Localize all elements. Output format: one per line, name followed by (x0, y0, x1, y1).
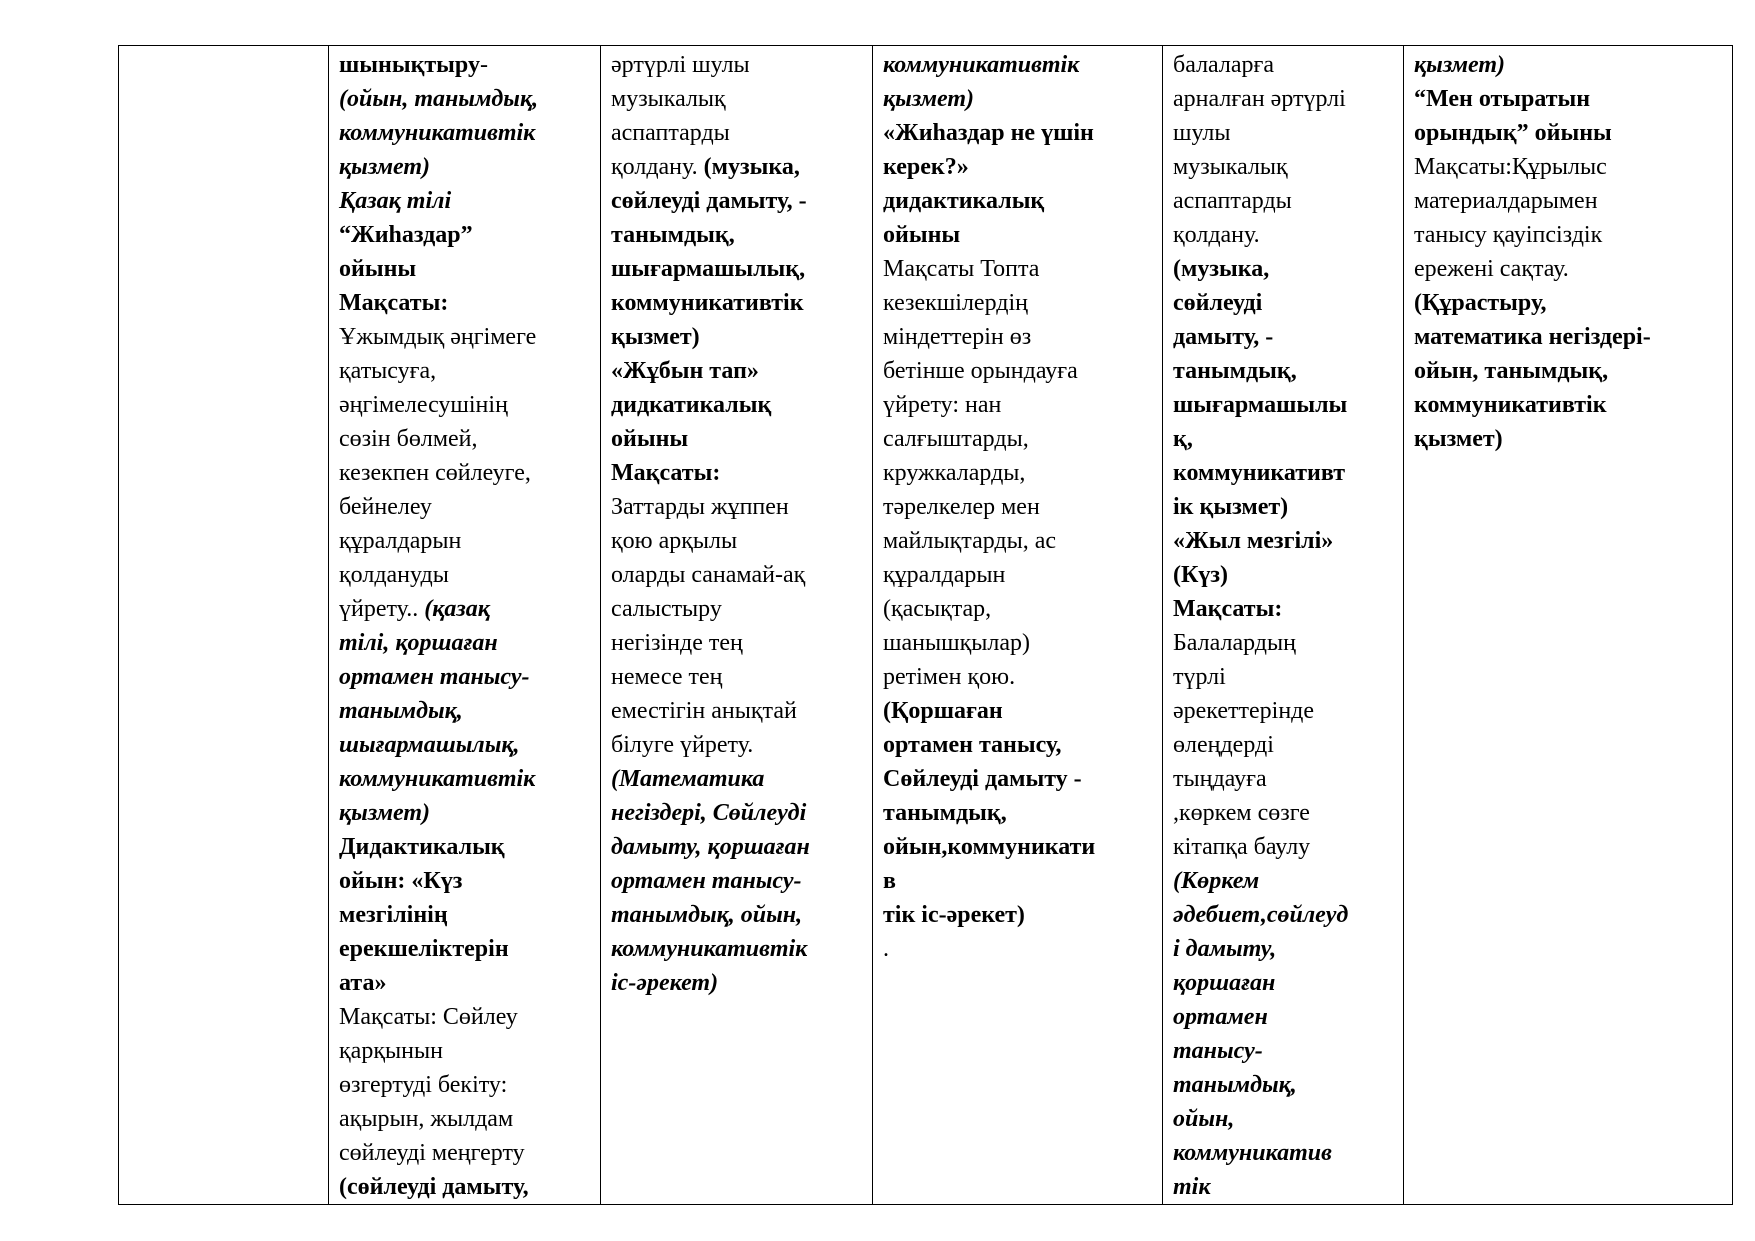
text-run: шанышқылар) (883, 630, 1030, 656)
text-line (611, 966, 864, 1000)
text-run: қолдану. (611, 154, 704, 180)
text-line (1173, 184, 1395, 218)
text-line (611, 422, 864, 456)
text-run: дамыту, - (1173, 324, 1274, 350)
text-line (611, 592, 864, 626)
text-line (1173, 422, 1395, 456)
text-run: музыкалық (611, 86, 726, 112)
text-run: Сөйлеуді дамыту - (883, 766, 1082, 792)
text-run: (Математика (611, 766, 765, 792)
text-line (1173, 660, 1395, 694)
text-run: салғыштарды, (883, 426, 1029, 452)
text-run: ретімен қою. (883, 664, 1016, 690)
text-line (339, 660, 592, 694)
text-run: шығармашылы (1173, 392, 1348, 418)
text-line (1173, 218, 1395, 252)
text-run: кезекшілердің (883, 290, 1028, 316)
text-line (1173, 1068, 1395, 1102)
text-line (339, 320, 592, 354)
text-run: ортамен (1173, 1004, 1268, 1030)
text-line (883, 796, 1154, 830)
text-line (339, 184, 592, 218)
text-line (883, 694, 1154, 728)
text-run: коммуникативт (1173, 460, 1346, 486)
text-run: сөйлеуді (1173, 290, 1263, 316)
text-line (339, 150, 592, 184)
text-run: құралдарын (883, 562, 1006, 588)
text-run: сөйлеуді меңгерту (339, 1140, 525, 1166)
table-cell-col-5 (1163, 46, 1404, 1205)
text-run: арналған әртүрлі (1173, 86, 1346, 112)
plan-table (118, 45, 1733, 1205)
text-run: аспаптарды (611, 120, 730, 146)
text-line (1173, 388, 1395, 422)
text-run: «Жиһаздар не үшін (883, 120, 1094, 146)
text-line (339, 354, 592, 388)
text-run: қатысуға, (339, 358, 437, 384)
text-line (883, 116, 1154, 150)
text-line (883, 558, 1154, 592)
text-run: шынықтыру (339, 52, 480, 78)
text-line (339, 728, 592, 762)
text-line (339, 116, 592, 150)
text-line (1414, 48, 1724, 82)
text-run: танымдық, (1173, 358, 1297, 384)
text-run: коммуникативтік (339, 766, 536, 792)
text-run: коммуникатив (1173, 1140, 1332, 1166)
text-run: ортамен танысу- (339, 664, 530, 690)
text-line (339, 864, 592, 898)
text-run: еместігін анықтай (611, 698, 797, 724)
text-run: әртүрлі шулы (611, 52, 750, 78)
text-line (1414, 252, 1724, 286)
text-run: (музыка, (1173, 256, 1270, 282)
text-run: танысу қауіпсіздік (1414, 222, 1603, 248)
text-line (883, 660, 1154, 694)
text-run: ортамен танысу, (883, 732, 1062, 758)
text-line (883, 524, 1154, 558)
text-line (1173, 864, 1395, 898)
text-line (883, 830, 1154, 864)
text-line (1173, 728, 1395, 762)
text-run: ата» (339, 970, 387, 996)
text-run: қарқынын (339, 1038, 443, 1064)
text-line (611, 864, 864, 898)
text-run: танымдық, ойын, (611, 902, 803, 928)
text-line (1173, 932, 1395, 966)
text-line (611, 830, 864, 864)
text-line (883, 456, 1154, 490)
text-line (339, 558, 592, 592)
text-run: тілі, қоршаған (339, 630, 498, 656)
text-run: ерекшеліктерін (339, 936, 509, 962)
text-run: әрекеттерінде (1173, 698, 1315, 724)
text-run: қызмет) (339, 154, 431, 180)
text-run: тік іс-әрекет) (883, 902, 1025, 928)
text-run: коммуникативтік (611, 290, 804, 316)
text-line (883, 48, 1154, 82)
text-run: қолдануды (339, 562, 449, 588)
text-line (883, 898, 1154, 932)
text-run: міндеттерін өз (883, 324, 1032, 350)
text-line (1414, 116, 1724, 150)
text-run: ойыны (883, 222, 961, 248)
text-run: Мақсаты: (339, 290, 449, 316)
text-run: коммуникативтік (883, 52, 1080, 78)
text-line (611, 626, 864, 660)
text-line (611, 116, 864, 150)
text-line (611, 252, 864, 286)
text-line (339, 898, 592, 932)
text-line (611, 660, 864, 694)
text-run: танымдық, (883, 800, 1007, 826)
text-run: “Жиһаздар” (339, 222, 473, 248)
text-line (883, 864, 1154, 898)
text-run: Заттарды жұппен (611, 494, 789, 520)
text-run: негіздері, Сөйлеуді (611, 800, 807, 826)
text-line (1173, 524, 1395, 558)
text-run: танымдық, (611, 222, 735, 248)
text-line (339, 1068, 592, 1102)
text-run: ойыны (611, 426, 689, 452)
text-line (339, 1136, 592, 1170)
text-line (1173, 694, 1395, 728)
text-line (1173, 796, 1395, 830)
text-run: шығармашылық, (611, 256, 806, 282)
text-line (1173, 762, 1395, 796)
text-line (339, 456, 592, 490)
text-line (339, 1102, 592, 1136)
text-run: «Жұбын тап» (611, 358, 759, 384)
text-line (339, 48, 592, 82)
text-run: тәрелкелер мен (883, 494, 1040, 520)
text-run: дидактикалық (883, 188, 1045, 214)
text-line (339, 252, 592, 286)
text-run: Мақсаты: Сөйлеу (339, 1004, 518, 1030)
text-run: “Мен отыратын (1414, 86, 1591, 112)
text-line (1173, 82, 1395, 116)
text-line (883, 422, 1154, 456)
text-line (883, 218, 1154, 252)
text-run: керек?» (883, 154, 969, 180)
text-run: ақырын, жылдам (339, 1106, 514, 1132)
text-run: (музыка, (703, 154, 800, 180)
text-line (1173, 1170, 1395, 1204)
text-line (611, 694, 864, 728)
text-run: в (883, 868, 896, 894)
text-run: майлықтарды, ас (883, 528, 1057, 554)
text-line (1173, 1136, 1395, 1170)
text-line (611, 48, 864, 82)
text-run: негізінде тең (611, 630, 743, 656)
text-line (339, 592, 592, 626)
text-run: қою арқылы (611, 528, 738, 554)
text-run: Мақсаты Топта (883, 256, 1040, 282)
text-run: ортамен танысу- (611, 868, 802, 894)
text-line (1173, 116, 1395, 150)
text-run: кружкаларды, (883, 460, 1026, 486)
text-line (611, 762, 864, 796)
text-line (339, 524, 592, 558)
text-line (1414, 388, 1724, 422)
text-line (1173, 1102, 1395, 1136)
text-line (883, 490, 1154, 524)
text-run: танысу- (1173, 1038, 1263, 1064)
text-line (339, 1170, 592, 1204)
text-run: (Қоршаған (883, 698, 1003, 724)
text-line (1414, 150, 1724, 184)
text-run: шулы (1173, 120, 1231, 146)
text-run: . (883, 936, 889, 962)
text-run: білуге үйрету. (611, 732, 754, 758)
text-line (1173, 898, 1395, 932)
text-line (611, 728, 864, 762)
text-run: ойын, танымдық, (1414, 358, 1609, 384)
text-line (1173, 150, 1395, 184)
text-run: шығармашылық, (339, 732, 520, 758)
text-line (883, 354, 1154, 388)
text-run: бетінше орындауға (883, 358, 1078, 384)
text-line (339, 218, 592, 252)
text-run: дидкатикалық (611, 392, 772, 418)
text-line (1173, 286, 1395, 320)
table-cell-col-3 (601, 46, 873, 1205)
text-run: ойыны (339, 256, 417, 282)
text-run: мезгілінің (339, 902, 448, 928)
text-line (883, 252, 1154, 286)
text-run: қызмет) (611, 324, 700, 350)
text-run: Балалардың (1173, 630, 1296, 656)
text-line (1414, 82, 1724, 116)
text-line (611, 796, 864, 830)
text-line (883, 320, 1154, 354)
text-run: құралдарын (339, 528, 462, 554)
text-line (883, 626, 1154, 660)
text-line (339, 490, 592, 524)
text-line (611, 490, 864, 524)
text-line (339, 286, 592, 320)
text-line (883, 82, 1154, 116)
text-run: орындық” ойыны (1414, 120, 1612, 146)
text-run: (қазақ (424, 596, 490, 622)
table-cell-col-2 (329, 46, 601, 1205)
text-run: әдебиет,сөйлеуд (1173, 902, 1349, 928)
text-run: қоршаған (1173, 970, 1276, 996)
text-run: (Көркем (1173, 868, 1260, 894)
text-line (883, 728, 1154, 762)
table-cell-col-6 (1404, 46, 1733, 1205)
text-run: салыстыру (611, 596, 722, 622)
text-run: қызмет) (883, 86, 975, 112)
text-line (339, 796, 592, 830)
text-run: - (479, 52, 488, 78)
text-run: ережені сақтау. (1414, 256, 1569, 282)
text-run: ойын,коммуникати (883, 834, 1096, 860)
text-line (1173, 456, 1395, 490)
text-line (1173, 626, 1395, 660)
table-row (119, 46, 1733, 1205)
text-run: (сөйлеуді дамыту, (339, 1174, 529, 1200)
text-run: немесе тең (611, 664, 723, 690)
text-run: ойын, (1173, 1106, 1235, 1132)
text-run: кезекпен сөйлеуге, (339, 460, 531, 486)
text-line (611, 932, 864, 966)
text-run: Ұжымдық әңгімеге (339, 324, 537, 350)
text-line (1173, 354, 1395, 388)
text-line (339, 82, 592, 116)
text-line (611, 456, 864, 490)
text-run: сөйлеуді дамыту, - (611, 188, 807, 214)
text-run: іс-әрекет) (611, 970, 719, 996)
text-line (611, 218, 864, 252)
text-line (1414, 320, 1724, 354)
text-run: қызмет) (1414, 52, 1506, 78)
text-line (1173, 592, 1395, 626)
text-line (1173, 490, 1395, 524)
text-run: танымдық, (339, 698, 463, 724)
text-line (1173, 558, 1395, 592)
text-run: ік қызмет) (1173, 494, 1289, 520)
text-line (339, 966, 592, 1000)
text-line (883, 184, 1154, 218)
text-line (611, 184, 864, 218)
text-line (1173, 966, 1395, 1000)
text-run: Қазақ тілі (339, 188, 452, 214)
text-line (339, 932, 592, 966)
text-line (611, 524, 864, 558)
text-run: тік (1173, 1174, 1211, 1200)
text-run: аспаптарды (1173, 188, 1292, 214)
text-run: оларды санамай-ақ (611, 562, 806, 588)
text-line (883, 592, 1154, 626)
text-run: балаларға (1173, 52, 1275, 78)
text-run: Дидактикалық (339, 834, 505, 860)
text-run: өзгертуді бекіту: (339, 1072, 508, 1098)
text-run: ойын: «Күз (339, 868, 463, 894)
text-run: қызмет) (1414, 426, 1503, 452)
text-run: Мақсаты:Құрылыс (1414, 154, 1607, 180)
text-line (1173, 252, 1395, 286)
text-line (1173, 1000, 1395, 1034)
text-line (883, 150, 1154, 184)
text-run: үйрету.. (339, 596, 425, 622)
text-run: сөзін бөлмей, (339, 426, 478, 452)
text-run: бейнелеу (339, 494, 432, 520)
text-line (339, 422, 592, 456)
text-run: үйрету: нан (883, 392, 1002, 418)
text-run: танымдық, (1173, 1072, 1297, 1098)
text-line (339, 1034, 592, 1068)
text-run: Мақсаты: (1173, 596, 1283, 622)
text-line (883, 932, 1154, 966)
text-run: (қасықтар, (883, 596, 992, 622)
text-line (339, 388, 592, 422)
text-run: ,көркем сөзге (1173, 800, 1310, 826)
text-run: әңгімелесушінің (339, 392, 508, 418)
text-line (1414, 218, 1724, 252)
text-line (1414, 184, 1724, 218)
text-line (1173, 830, 1395, 864)
text-run: дамыту, қоршаған (611, 834, 810, 860)
text-run: музыкалық (1173, 154, 1288, 180)
text-run: (Күз) (1173, 562, 1229, 588)
text-line (339, 1000, 592, 1034)
text-line (611, 320, 864, 354)
text-line (1173, 1034, 1395, 1068)
text-run: қолдану. (1173, 222, 1260, 248)
text-run: қызмет) (339, 800, 431, 826)
text-line (1414, 286, 1724, 320)
text-line (883, 762, 1154, 796)
text-line (611, 354, 864, 388)
text-run: «Жыл мезгілі» (1173, 528, 1334, 554)
text-line (339, 830, 592, 864)
text-run: өлеңдерді (1173, 732, 1274, 758)
text-run: математика негіздері- (1414, 324, 1651, 350)
text-line (611, 558, 864, 592)
text-line (1414, 422, 1724, 456)
text-run: коммуникативтік (611, 936, 808, 962)
text-line (611, 388, 864, 422)
text-run: кітапқа баулу (1173, 834, 1311, 860)
text-line (611, 82, 864, 116)
table-cell-col-4 (873, 46, 1163, 1205)
text-run: тыңдауға (1173, 766, 1267, 792)
text-line (611, 898, 864, 932)
text-run: қ, (1173, 426, 1193, 452)
text-run: і дамыту, (1173, 936, 1277, 962)
text-line (611, 150, 864, 184)
text-line (1173, 48, 1395, 82)
text-run: түрлі (1173, 664, 1226, 690)
text-line (339, 694, 592, 728)
text-run: (ойын, танымдық, (339, 86, 539, 112)
text-run: коммуникативтік (339, 120, 536, 146)
text-line (339, 626, 592, 660)
text-run: материалдарымен (1414, 188, 1598, 214)
text-line (883, 388, 1154, 422)
text-line (339, 762, 592, 796)
text-line (883, 286, 1154, 320)
text-line (611, 286, 864, 320)
text-run: Мақсаты: (611, 460, 721, 486)
text-run: коммуникативтік (1414, 392, 1607, 418)
text-line (1173, 320, 1395, 354)
table-cell-col-1 (119, 46, 329, 1205)
text-run: (Құрастыру, (1414, 290, 1547, 316)
text-line (1414, 354, 1724, 388)
